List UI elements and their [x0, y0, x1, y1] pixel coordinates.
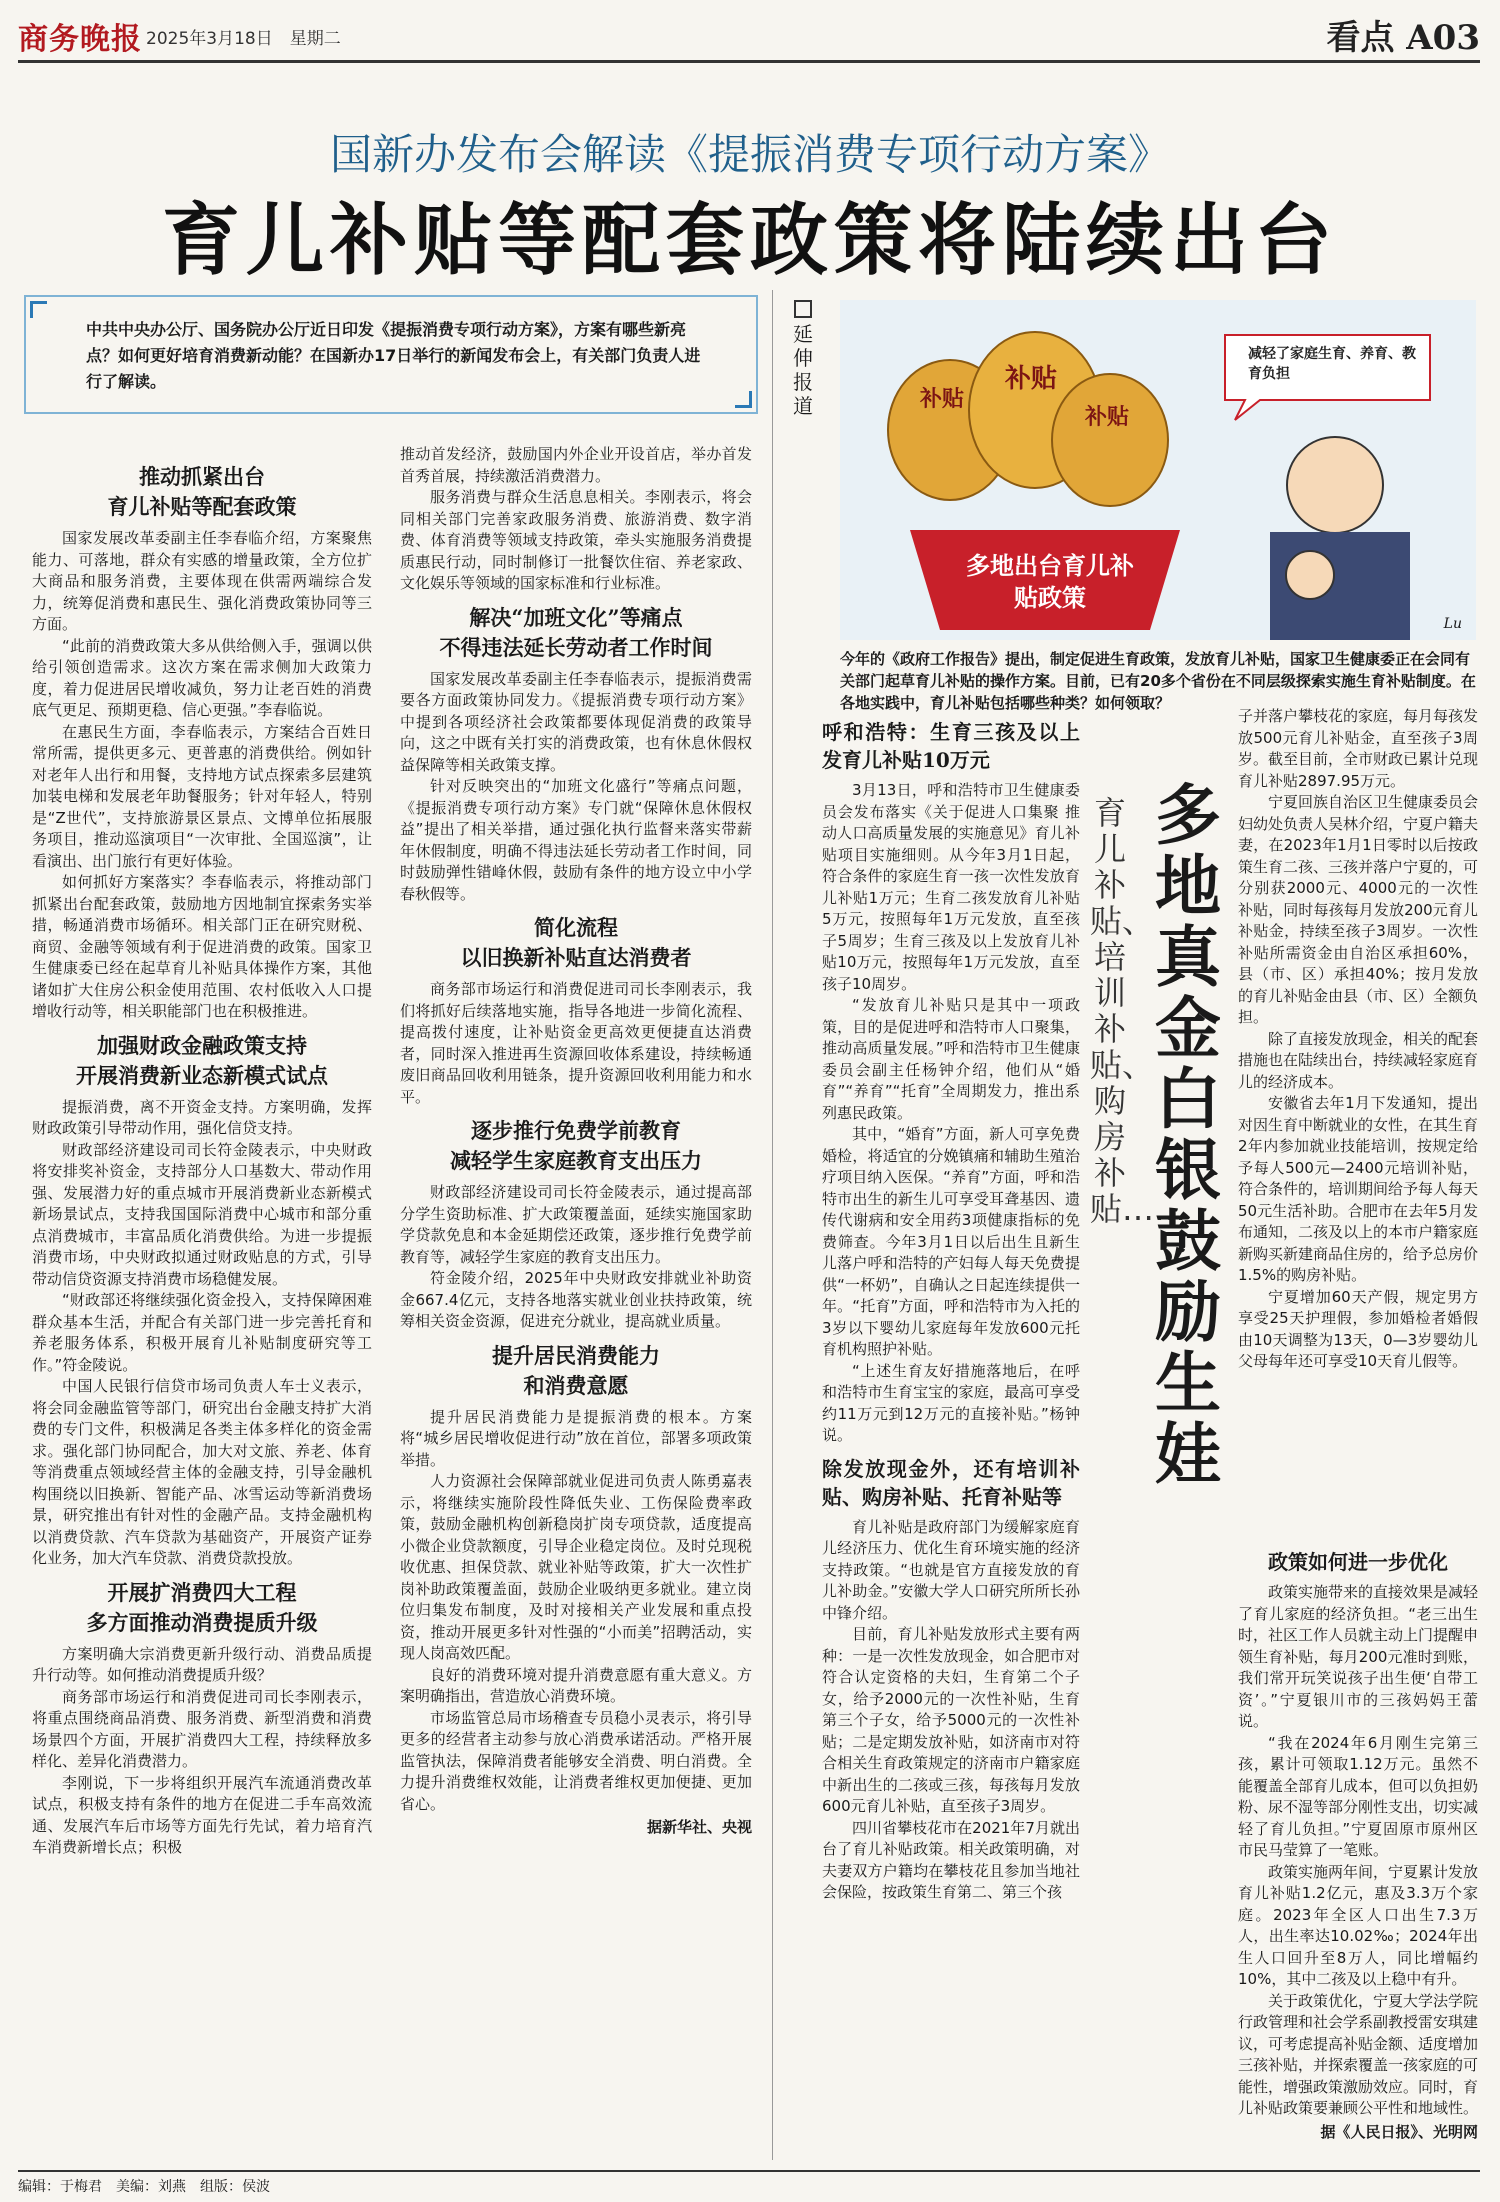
artist-signature: Lu [1443, 616, 1462, 632]
paragraph: 提振消费，离不开资金支持。方案明确，发挥财政政策引导带动作用，强化信贷支持。 [32, 1097, 372, 1137]
money-bag-icon [1052, 374, 1168, 506]
illustration [840, 300, 1476, 640]
section-heading: 提升居民消费能力 和消费意愿 [492, 1342, 660, 1398]
section-heading: 加强财政金融政策支持 开展消费新业态新模式试点 [76, 1032, 328, 1088]
paragraph: 良好的消费环境对提升消费意愿有重大意义。方案明确指出，营造放心消费环境。 [400, 1665, 752, 1705]
paragraph: 李刚说，下一步将组织开展汽车流通消费改革试点，积极支持有条件的地方在促进二手车高效流通、发展汽车后市场等方面先行先试，着力培育汽车消费新增长点；积极 [32, 1773, 372, 1856]
issue-date: 2025年3月18日 星期二 [146, 29, 341, 49]
paragraph: 提升居民消费能力是提振消费的根本。方案将“城乡居民增收促进行动”放在首位，部署多项政策举措。 [400, 1407, 752, 1469]
paragraph: 方案明确大宗消费更新升级行动、消费品质提升行动等。如何推动消费提质升级？ [32, 1644, 372, 1684]
paragraph: 国家发展改革委副主任李春临介绍，方案聚焦能力、可落地，群众有实感的增量政策，全方位扩大商品和服务消费，主要体现在供需两端综合发力，统筹促消费和惠民生、强化消费政策协同等三方面。 [32, 529, 372, 633]
paragraph: “上述生育友好措施落地后，在呼和浩特市生育宝宝的家庭，最高可享受约11万元到12万元的直接补贴。”杨钟说。 [822, 1361, 1080, 1444]
paragraph: 其中，“婚育”方面，新人可享免费婚检，将适宜的分娩镇痛和辅助生殖治疗项目纳入医保。“养育”方面，呼和浩特市出生的新生儿可享受耳聋基因、遗传代谢病和安全用药3项健康指标的免费筛查。今年3月1日以后出生且新生儿落户呼和浩特的产妇每人每天免费提供“一杯奶”，自确认之日起连续提供一年。“托育”方面，呼和浩特市为入托的3岁以下婴幼儿家庭每年发放600元托育机构照护补贴。 [822, 1125, 1080, 1358]
banner-text: 多地出台育儿补贴政策 [966, 551, 1134, 612]
paragraph: “此前的消费政策大多从供给侧入手，强调以供给引领创造需求。这次方案在需求侧加大政策力度，着力促进居民增收减负，努力让老百姓的消费底气更足、预期更稳、信心更强。”李春临说。 [32, 636, 372, 719]
footer-credits: 编辑：于梅君 美编：刘燕 组版：侯波 [18, 2170, 1480, 2196]
subtitle: 国新办发布会解读《提振消费专项行动方案》 [329, 130, 1170, 179]
paragraph: 子并落户攀枝花的家庭，每月每孩发放500元育儿补贴金，直至孩子3周岁。截至目前，全市财政已累计兑现育儿补贴2897.95万元。 [1238, 707, 1479, 790]
section-heading: 推动抓紧出台 育儿补贴等配套政策 [107, 464, 297, 519]
source-credit: 据《人民日报》、光明网 [1320, 2122, 1478, 2141]
paragraph: 安徽省去年1月下发通知，提出对因生育中断就业的女性，在其生育2年内参加就业技能培训，按规定给予每人500元—2400元培训补贴，符合条件的，培训期间给予每人每天50元生活补助。合肥市在去年5月发布通知，二孩及以上的本市户籍家庭新购买新建商品住房的，给予总房价1.5%的购房补贴。 [1238, 1094, 1479, 1284]
paragraph: 财政部经济建设司司长符金陵表示，中央财政将安排奖补资金，支持部分人口基数大、带动作用强、发展潜力好的重点城市开展消费新业态新模式新场景试点，支持我国国际消费中心城市和部分重点消费城市，丰富品质化消费供给。为进一步提振消费市场，中央财政拟通过财政贴息的方式，引导带动信贷资源支持消费市场稳健发展。 [32, 1140, 372, 1288]
paragraph: 在惠民生方面，李春临表示，方案结合百姓日常所需，提供更多元、更普惠的消费供给。例如针对老年人出行和用餐，支持地方试点探索多层建筑加装电梯和发展老年助餐服务；针对年轻人，特别是“Z世代”，支持旅游景区景点、文博单位拓展服务项目，推动巡演项目“一次审批、全国巡演”，让看演出、出门旅行有更好体验。 [32, 722, 372, 870]
paragraph: 宁夏回族自治区卫生健康委员会妇幼处负责人吴林介绍，宁夏户籍夫妻，在2023年1月1日零时以后按政策生育二孩、三孩并落户宁夏的，可分别获2000元、4000元的一次性补贴，同时每孩每月发放200元育儿补贴金，持续至孩子3周岁。一次性补贴所需资金由自治区承担60%，县（市、区）承担40%；按月发放的育儿补贴金由县（市、区）全额负担。 [1238, 793, 1479, 1026]
paragraph: 市场监管总局市场稽查专员稳小灵表示，将引导更多的经营者主动参与放心消费承诺活动。严格开展监管执法，保障消费者能够安全消费、明白消费。全力提升消费维权效能，让消费者维权更加便捷、更加省心。 [400, 1708, 752, 1813]
paragraph: 人力资源社会保障部就业促进司负责人陈勇嘉表示，将继续实施阶段性降低失业、工伤保险费率政策，鼓励金融机构创新稳岗扩岗专项贷款，适度提高小微企业贷款额度，引导企业稳定岗位。及时兑现税收优惠、担保贷款、就业补贴等政策，扩大一次性扩岗补助政策覆盖面，鼓励企业吸纳更多就业。建立岗位归集发布制度，及时对接相关产业发展和重点投资，推动开展更多针对性强的“小而美”招聘活动，实现人岗高效匹配。 [400, 1472, 752, 1662]
paragraph: 国家发展改革委副主任李春临表示，提振消费需要各方面政策协同发力。《提振消费专项行动方案》中提到各项经济社会政策都要体现促消费的政策导向，这之中既有关打实的消费政策，也有休息休假权益保障等相关政策支撑。 [400, 669, 752, 774]
person-head-icon [1287, 437, 1383, 533]
section-heading: 除发放现金外，还有培训补贴、购房补贴、托育补贴等 [822, 1456, 1080, 1509]
vertical-subtitle: 育儿补贴、培训补贴、购房补贴…… [1090, 794, 1187, 1228]
paragraph: “我在2024年6月刚生完第三孩，累计可领取1.12万元。虽然不能覆盖全部育儿成本，但可以负担奶粉、尿不湿等部分刚性支出，切实减轻了育儿负担。”宁夏固原市原州区市民马莹算了一笔账。 [1238, 1733, 1479, 1859]
paragraph: 符金陵介绍，2025年中央财政安排就业补助资金667.4亿元，支持各地落实就业创业扶持政策，统筹相关资金资源，促进充分就业，提高就业质量。 [400, 1269, 752, 1330]
section-heading: 逐步推行免费学前教育 减轻学生家庭教育支出压力 [450, 1118, 702, 1173]
paragraph: 商务部市场运行和消费促进司司长李刚表示，将重点围绕商品消费、服务消费、新型消费和消费场景四个方面，开展扩消费四大工程，持续释放多样化、差异化消费潜力。 [32, 1687, 372, 1770]
paragraph: 商务部市场运行和消费促进司司长李刚表示，我们将抓好后续落地实施，指导各地进一步简化流程、提高拨付速度，让补贴资金更高效更便捷直达消费者，同时深入推进再生资源回收体系建设，持续畅通废旧商品回收利用链条，提升资源回收利用能力和水平。 [400, 980, 752, 1106]
speech-text: 减轻了家庭生育、养育、教育负担 [1248, 346, 1416, 382]
feature-title: 多地真金白银鼓励生娃 [1155, 776, 1221, 1493]
intro-text: 中共中央办公厅、国务院办公厅近日印发《提振消费专项行动方案》，方案有哪些新亮点？如何更好培育消费新动能？在国新办17日举行的新闻发布会上，有关部门负责人进行了解读。 [86, 320, 701, 391]
section-heading: 解决“加班文化”等痛点 不得违法延长劳动者工作时间 [439, 604, 713, 660]
bag-label: 补贴 [1005, 364, 1058, 394]
newspaper-logo: 商务晚报 [18, 22, 142, 57]
masthead [18, 8, 1480, 63]
paragraph: 3月13日，呼和浩特市卫生健康委员会发布落实《关于促进人口集聚 推动人口高质量发展的实施意见》育儿补贴项目实施细则。从今年3月1日起，符合条件的家庭生育一孩一次性发放育儿补贴1万元；生育二孩发放育儿补贴5万元，按照每年1万元发放，直至孩子5周岁；生育三孩及以上发放育儿补贴10万元，按照每年1万元发放，直至孩子10周岁。 [822, 781, 1080, 993]
paragraph: 服务消费与群众生活息息相关。李刚表示，将会同相关部门完善家政服务消费、旅游消费、数字消费、体育消费等领域支持政策，牵头实施服务消费提质惠民行动，同时制修订一批餐饮住宿、养老家政、文化娱乐等领域的国家标准和行业标准。 [400, 488, 752, 592]
paragraph: 除了直接发放现金，相关的配套措施也在陆续出台，持续减轻家庭育儿的经济成本。 [1238, 1029, 1479, 1091]
intro-box [24, 295, 758, 414]
baby-icon [1286, 551, 1334, 599]
box-marker-icon [794, 300, 812, 318]
paragraph: 四川省攀枝花市在2021年7月就出台了育儿补贴政策。相关政策明确，对夫妻双方户籍均在攀枝花且参加当地社会保险，按政策生育第二、第三个孩 [822, 1818, 1080, 1901]
paragraph: 政策实施两年间，宁夏累计发放育儿补贴1.2亿元，惠及3.3万个家庭。2023年全区人口出生7.3万人，出生率达10.02‰；2024年出生人口回升至8万人，同比增幅约10%，其中二孩及以上稳中有升。 [1238, 1862, 1479, 1988]
section-label: 看点 A03 [1326, 18, 1480, 58]
article-column-3 [822, 718, 1080, 1904]
paragraph: 目前，育儿补贴发放形式主要有两种：一是一次性发放现金，如合肥市对符合认定资格的夫妇，生育第二个子女，给予2000元的一次性补贴，生育第三个子女，给予5000元的一次性补贴；二是定期发放补贴，如济南市对符合相关生育政策规定的济南市户籍家庭中新出生的二孩或三孩，每孩每月发放600元育儿补贴，直至孩子3周岁。 [822, 1625, 1080, 1815]
paragraph: 针对反映突出的“加班文化盛行”等痛点问题，《提振消费专项行动方案》专门就“保障休息休假权益”提出了相关举措，通过强化执行监督来落实带薪年休假制度，明确不得违法延长劳动者工作时间，同时鼓励弹性错峰休假，鼓励有条件的地方设立中小学春秋假等。 [400, 777, 752, 903]
source-credit: 据新华社、央视 [646, 1818, 752, 1836]
bag-label: 补贴 [920, 386, 965, 412]
paragraph: 财政部经济建设司司长符金陵表示，通过提高部分学生资助标准、扩大政策覆盖面，延续实施国家助学贷款免息和本金延期偿还政策，逐步推行免费学前教育等，减轻学生家庭的教育支出压力。 [400, 1183, 752, 1266]
paragraph: 中国人民银行信贷市场司负责人车士义表示，将会同金融监管等部门，研究出台金融支持扩大消费的专门文件，积极满足各类主体多样化的资金需求。强化部门协同配合，加大对文旅、养老、体育等消费重点领域经营主体的金融支持，引导金融机构围绕以旧换新、智能产品、冰雪运动等新消费场景，研究推出有针对性的金融产品。支持金融机构以消费贷款、汽车贷款为基础资产，开展资产证券化业务，加大汽车贷款、消费贷款投放。 [32, 1377, 372, 1567]
bag-label: 补贴 [1085, 404, 1130, 430]
paragraph: 育儿补贴是政府部门为缓解家庭育儿经济压力、优化生育环境实施的经济支持政策。“也就是官方直接发放的育儿补助金。”安徽大学人口研究所所长孙中锋介绍。 [822, 1517, 1080, 1622]
section-heading: 政策如何进一步优化 [1268, 1550, 1448, 1574]
paragraph: 如何抓好方案落实？李春临表示，将推动部门抓紧出台配套政策，鼓励地方因地制宜探索务实举措，畅通消费市场循环。相关部门正在研究财税、商贸、金融等领域有利于促进消费的政策。国家卫生健康委已经在起草育儿补贴具体操作方案，其他诸如扩大住房公积金使用范围、农村低收入人口提增收行动等，相关职能部门也在积极推进。 [32, 873, 372, 1020]
image-caption: 今年的《政府工作报告》提出，制定促进生育政策，发放育儿补贴，国家卫生健康委正在会同有关部门起草育儿补贴的操作方案。目前，已有20多个省份在不同层级探索实施生育补贴制度。在各地实践中，育儿补贴包括哪些种类？如何领取？ [840, 650, 1476, 712]
article-column-5 [1238, 1548, 1478, 2143]
corner-mark-icon [735, 391, 752, 408]
column-divider [772, 290, 773, 2160]
section-heading: 呼和浩特：生育三孩及以上发育儿补贴10万元 [822, 720, 1080, 772]
paragraph: “财政部还将继续强化资金投入，支持保障困难群众基本生活，并配合有关部门进一步完善托育和养老服务体系，积极开展育儿补贴制度研究等工作。”符金陵说。 [32, 1291, 372, 1374]
side-tag: 延伸报道 [791, 300, 815, 418]
paragraph: “发放育儿补贴只是其中一项政策，目的是促进呼和浩特市人口聚集，推动高质量发展。”呼和浩特市卫生健康委员会副主任杨钟介绍，他们从“婚育”“养育”“托育”全周期发力，推出系列惠民政策。 [822, 996, 1080, 1122]
article-column-1 [32, 462, 372, 1859]
section-heading: 简化流程 以旧换新补贴直达消费者 [460, 915, 692, 970]
paragraph: 政策实施带来的直接效果是减轻了育儿家庭的经济负担。“老三出生时，社区工作人员就主动上门提醒申领生育补贴，每月200元准时到账，我们常开玩笑说孩子出生便‘自带工资’。”宁夏银川市的三孩妈妈王蕾说。 [1238, 1583, 1479, 1730]
article-column-2 [400, 444, 752, 1839]
corner-mark-icon [30, 301, 47, 318]
paragraph: 关于政策优化，宁夏大学法学院行政管理和社会学系副教授雷安琪建议，可考虑提高补贴金额、适度增加三孩补贴，并探索覆盖一孩家庭的可能性，增强政策激励效应。同时，育儿补贴政策要兼顾公平性和地域性。 [1238, 1991, 1479, 2117]
section-heading: 开展扩消费四大工程 多方面推动消费提质升级 [86, 1579, 318, 1635]
paragraph: 宁夏增加60天产假，规定男方享受25天护理假，参加婚检者婚假由10天调整为13天，0—3岁婴幼儿父母每年还可享受10天育儿假等。 [1238, 1287, 1478, 1370]
article-column-4 [1238, 706, 1478, 1373]
headline: 育儿补贴等配套政策将陆续出台 [161, 195, 1338, 286]
paragraph: 推动首发经济，鼓励国内外企业开设首店，举办首发首秀首展，持续激活消费潜力。 [400, 445, 752, 485]
